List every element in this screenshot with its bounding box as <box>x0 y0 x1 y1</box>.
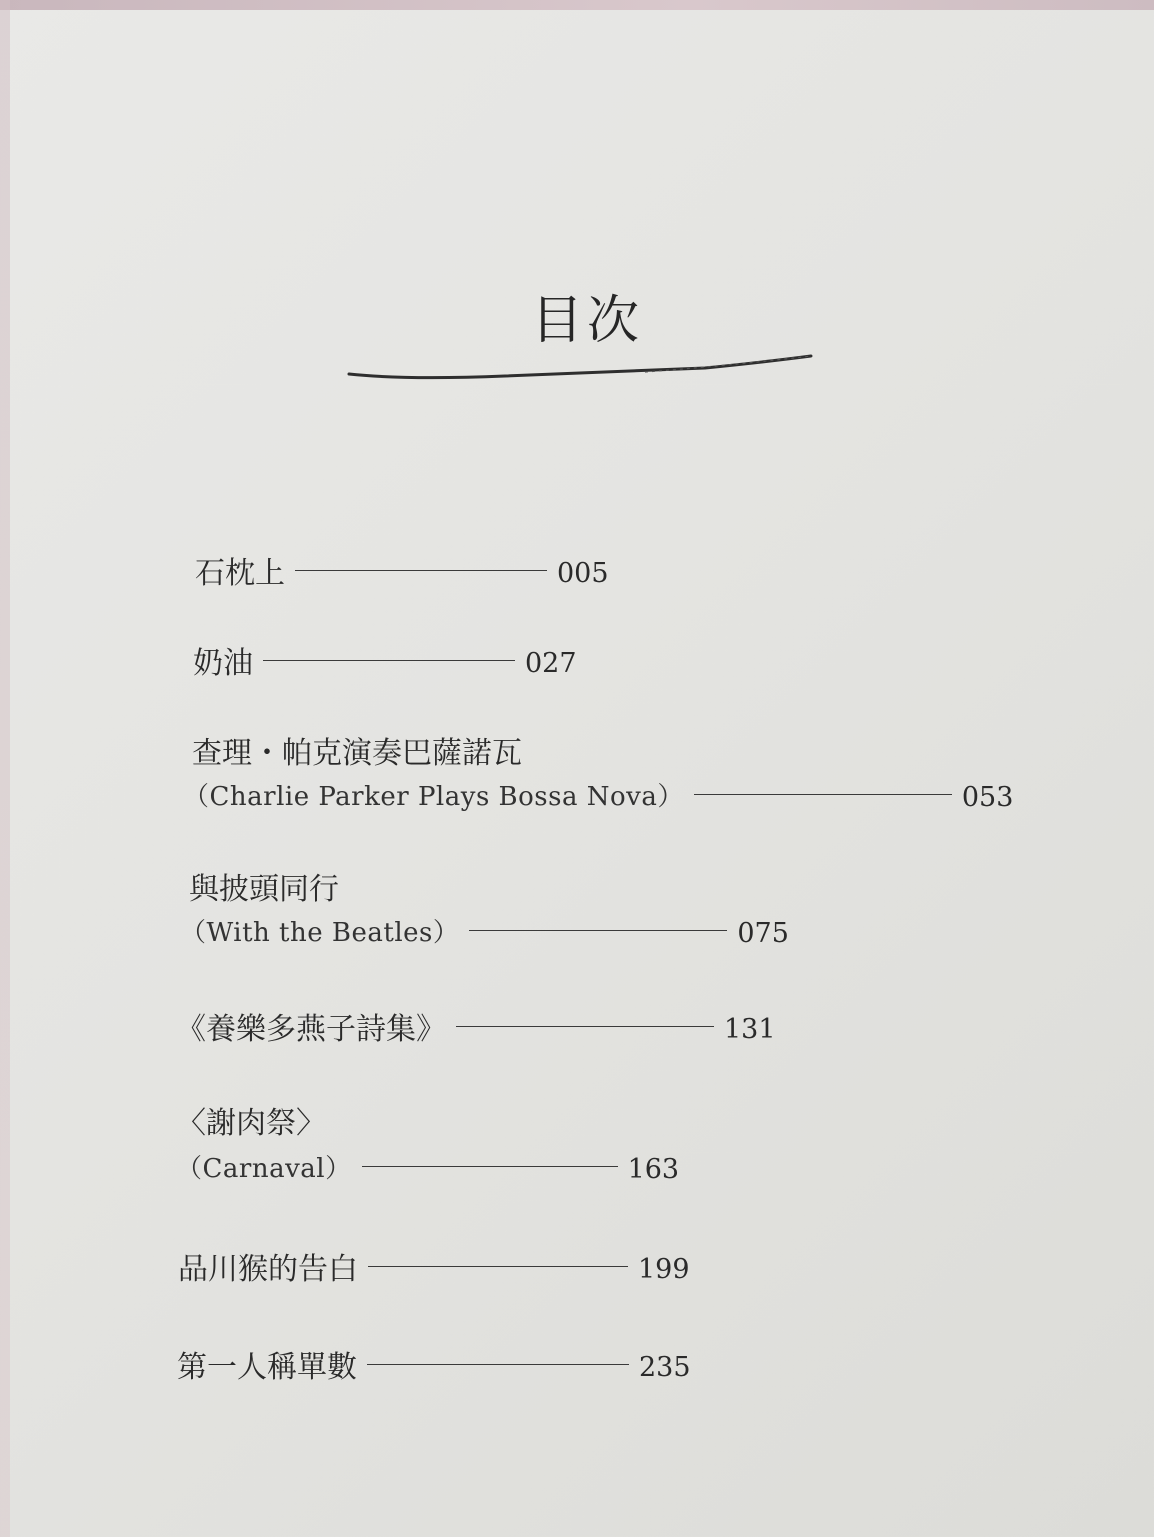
toc-entry-title: 品川猴的告白 <box>178 1252 358 1287</box>
toc-leader-line <box>368 1266 628 1267</box>
toc-page-number: 005 <box>557 557 609 589</box>
toc-entry-title: 奶油 <box>193 646 253 681</box>
toc-entry-3-title-line[interactable] <box>192 728 522 772</box>
toc-entry-6-title-line[interactable] <box>176 1098 326 1142</box>
toc-leader-line <box>456 1026 714 1027</box>
page-top-edge <box>0 0 1154 10</box>
toc-page-number: 163 <box>627 1154 680 1185</box>
toc-entry-3-subtitle-line[interactable] <box>183 776 1013 813</box>
toc-leader-line <box>362 1166 618 1167</box>
toc-entry-5[interactable] <box>176 1004 776 1048</box>
toc-entry-4-subtitle-line[interactable] <box>180 912 789 949</box>
toc-entry-7[interactable] <box>178 1244 690 1288</box>
toc-entry-subtitle: （Charlie Parker Plays Bossa Nova） <box>183 782 684 812</box>
toc-leader-line <box>469 930 727 931</box>
toc-entry-title: 石枕上 <box>195 556 285 591</box>
toc-page-number: 199 <box>638 1253 690 1285</box>
toc-leader-line <box>694 794 952 795</box>
toc-entry-6-subtitle-line[interactable] <box>176 1148 679 1185</box>
page-left-edge <box>0 0 10 1537</box>
toc-entry-2[interactable] <box>193 638 577 682</box>
page-title: 目次 <box>530 291 643 351</box>
toc-page-number: 027 <box>525 647 577 679</box>
title-brush-rule <box>345 348 815 388</box>
toc-entry-subtitle: （With the Beatles） <box>180 918 460 948</box>
toc-entry-title: 《養樂多燕子詩集》 <box>176 1012 446 1047</box>
toc-leader-line <box>263 660 515 661</box>
toc-entry-title: 與披頭同行 <box>189 872 339 907</box>
toc-leader-line <box>367 1364 629 1365</box>
toc-page-number: 075 <box>737 918 789 949</box>
toc-page-number: 131 <box>724 1013 776 1045</box>
toc-entry-4-title-line[interactable] <box>189 864 339 908</box>
toc-entry-title: 第一人稱單數 <box>177 1350 357 1385</box>
toc-page-number: 053 <box>961 782 1014 813</box>
toc-page-number: 235 <box>639 1351 691 1383</box>
toc-entry-title: 查理・帕克演奏巴薩諾瓦 <box>192 736 522 771</box>
toc-entry-subtitle: （Carnaval） <box>176 1154 352 1184</box>
toc-entry-8[interactable] <box>177 1342 691 1386</box>
toc-entry-title: 〈謝肉祭〉 <box>176 1106 326 1141</box>
toc-entry-1[interactable] <box>195 548 609 592</box>
toc-leader-line <box>295 570 547 571</box>
